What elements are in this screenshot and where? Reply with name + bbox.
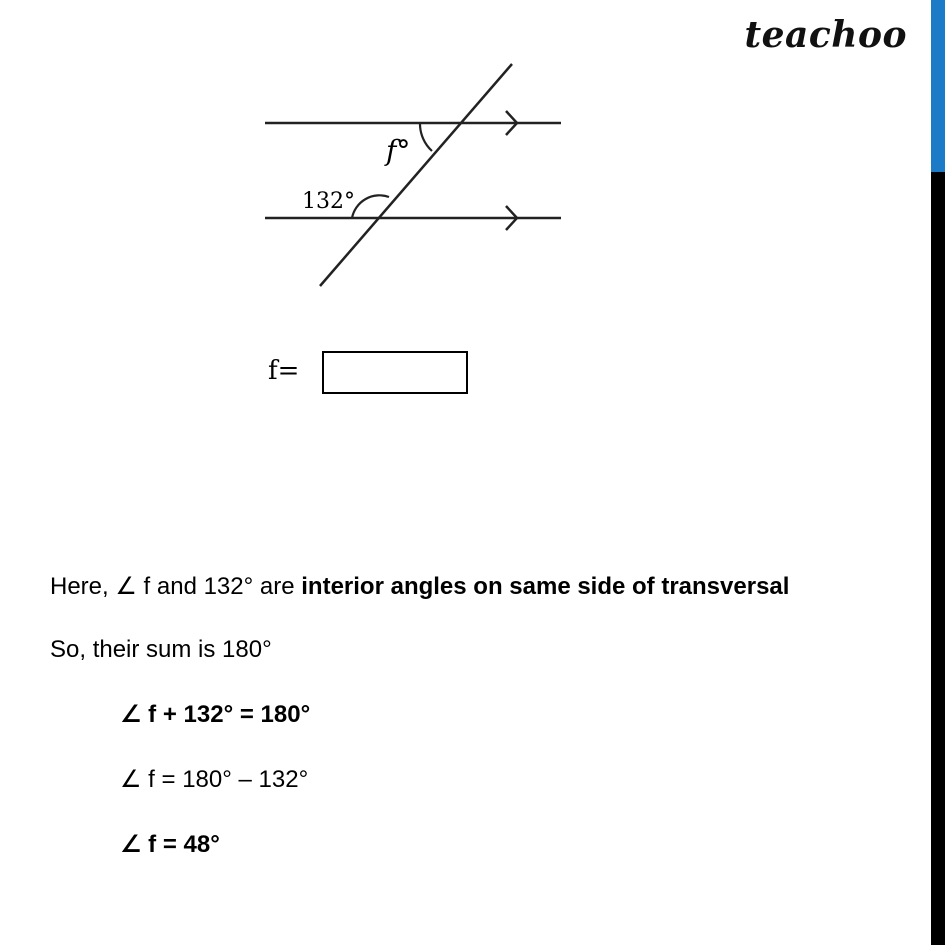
solution-line-2: So, their sum is 180° [50, 636, 272, 663]
transversal-line [320, 64, 512, 286]
angle-f-arc [420, 123, 432, 151]
solution-line-1-bold: interior angles on same side of transversal [301, 573, 790, 600]
angle-f-label: f° [386, 134, 411, 167]
angle-132-label: 132° [302, 189, 355, 214]
solution-line-4: ∠ f = 180° – 132° [120, 766, 309, 793]
solution-line-1-text: Here, ∠ f and 132° are [50, 573, 302, 600]
solution-line-1 [50, 575, 789, 599]
teachoo-logo: teachoo [744, 14, 907, 56]
solution-line-5: ∠ f = 48° [120, 831, 220, 858]
answer-box [322, 351, 468, 394]
angle-132-arc [352, 195, 389, 218]
solution-line-3: ∠ f + 132° = 180° [120, 701, 311, 728]
answer-label: f= [268, 356, 300, 386]
